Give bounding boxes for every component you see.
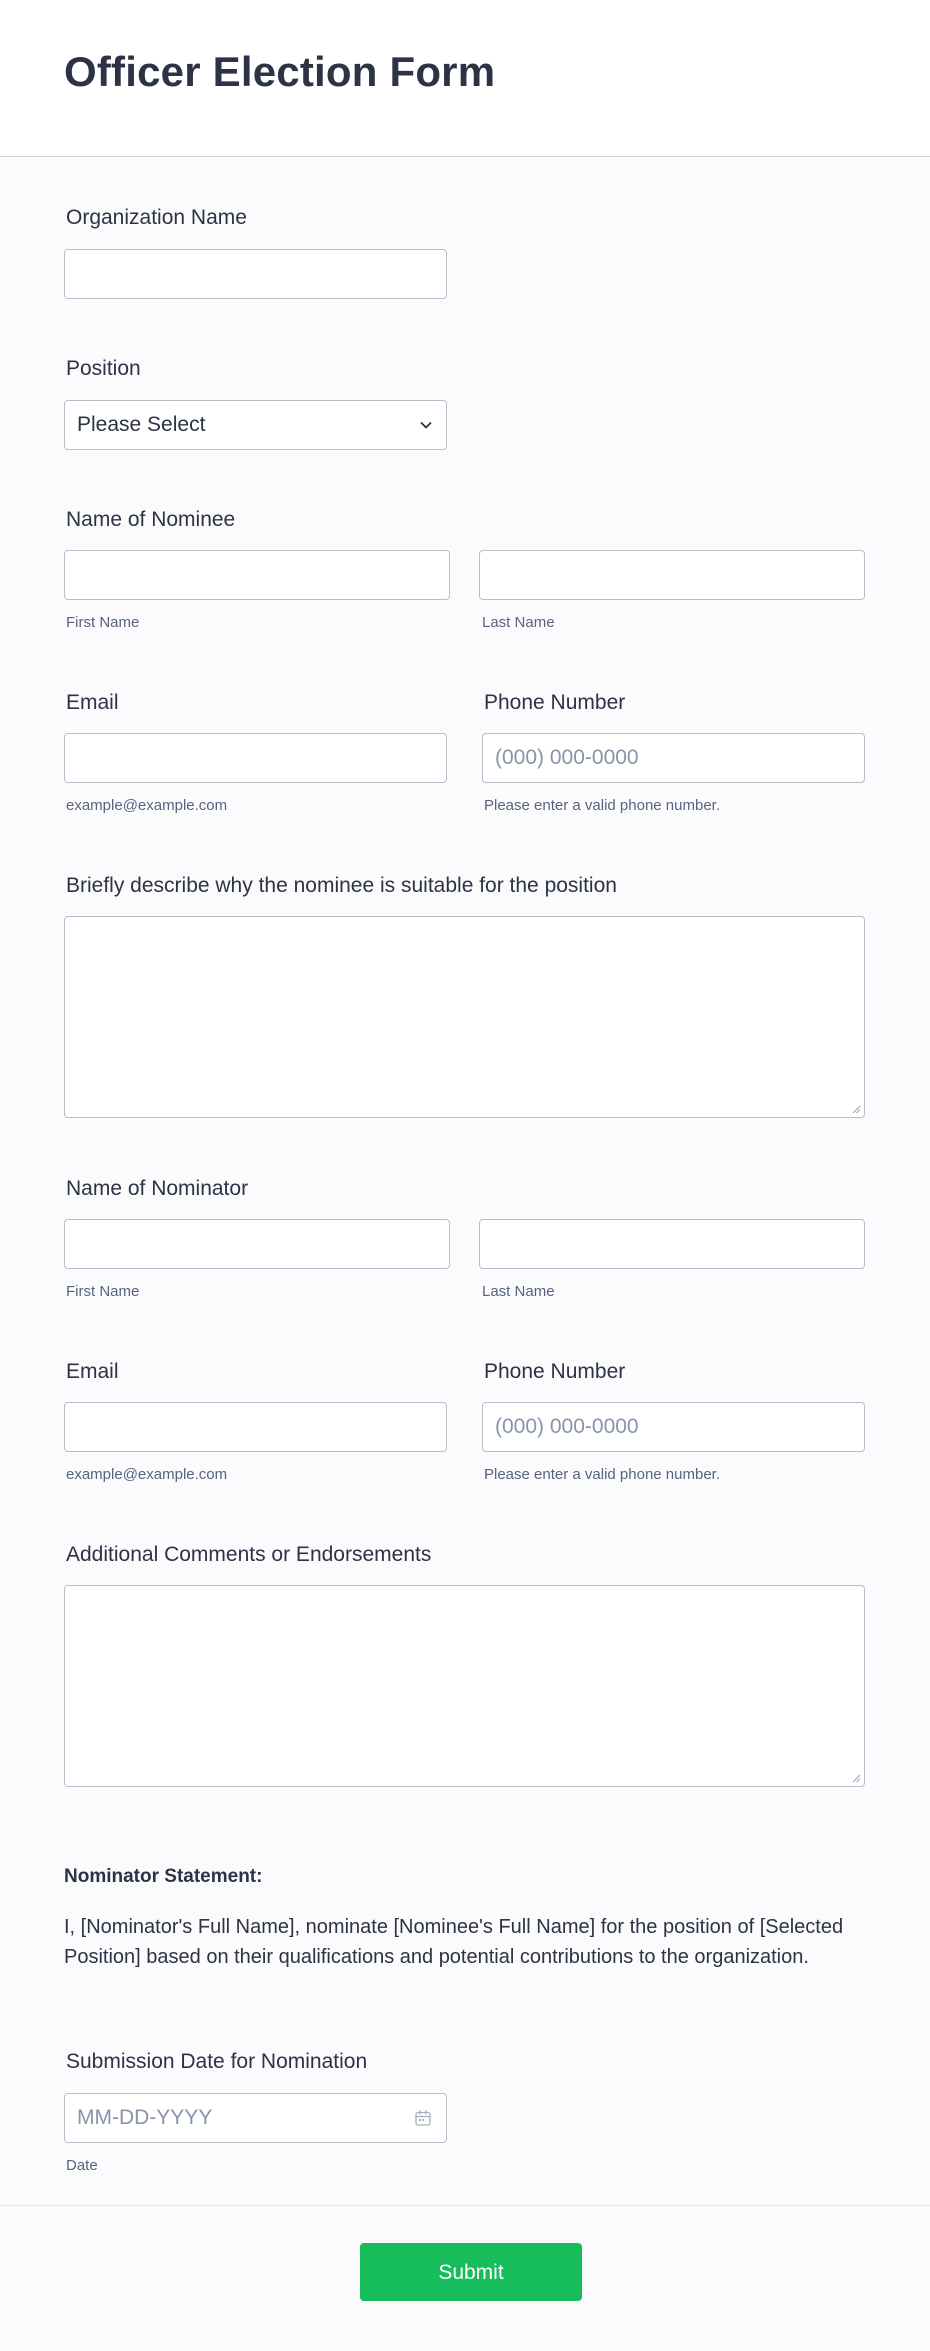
form-header xyxy=(0,0,930,157)
nominee-phone-placeholder: (000) 000-0000 xyxy=(495,746,639,769)
nominee-email-input[interactable] xyxy=(64,733,447,783)
statement-text: I, [Nominator's Full Name], nominate [Nominee's Full Name] for the position of [Selected Position] based on their qualifications and potential contributions to the organization. xyxy=(64,1916,844,1968)
footer-divider xyxy=(0,2205,930,2206)
nominee-first-name-sublabel: First Name xyxy=(66,614,140,631)
resize-grip-icon[interactable] xyxy=(851,1773,861,1783)
submission-date-placeholder: MM-DD-YYYY xyxy=(77,2106,213,2129)
nominator-phone-input[interactable] xyxy=(482,1402,865,1452)
nominee-name-label: Name of Nominee xyxy=(66,508,236,531)
nominee-first-name-input[interactable] xyxy=(64,550,450,600)
comments-label: Additional Comments or Endorsements xyxy=(66,1543,432,1566)
submission-date-input[interactable] xyxy=(64,2093,447,2143)
position-selected-value: Please Select xyxy=(77,413,206,436)
nominee-last-name-input[interactable] xyxy=(479,550,865,600)
page-title: Officer Election Form xyxy=(64,48,496,95)
nominator-last-name-sublabel: Last Name xyxy=(482,1283,555,1300)
nominator-email-sublabel: example@example.com xyxy=(66,1466,228,1483)
nominee-phone-input[interactable] xyxy=(482,733,865,783)
nominator-last-name-input[interactable] xyxy=(479,1219,865,1269)
nominee-email-sublabel: example@example.com xyxy=(66,797,228,814)
nominator-name-label: Name of Nominator xyxy=(66,1177,249,1200)
calendar-icon[interactable] xyxy=(414,2109,432,2127)
description-label: Briefly describe why the nominee is suitable for the position xyxy=(66,874,617,897)
nominee-phone-label: Phone Number xyxy=(484,691,626,714)
statement-heading: Nominator Statement: xyxy=(64,1866,263,1887)
nominator-first-name-input[interactable] xyxy=(64,1219,450,1269)
nominator-phone-placeholder: (000) 000-0000 xyxy=(495,1415,639,1438)
position-select[interactable] xyxy=(64,400,447,450)
nominator-phone-sublabel: Please enter a valid phone number. xyxy=(484,1466,720,1483)
nominator-email-label: Email xyxy=(66,1360,119,1383)
nominator-email-input[interactable] xyxy=(64,1402,447,1452)
nominee-phone-sublabel: Please enter a valid phone number. xyxy=(484,797,720,814)
nominator-phone-label: Phone Number xyxy=(484,1360,626,1383)
resize-grip-icon[interactable] xyxy=(851,1104,861,1114)
comments-textarea[interactable] xyxy=(64,1585,865,1787)
position-label: Position xyxy=(66,357,141,380)
organization-name-input[interactable] xyxy=(64,249,447,299)
nominator-first-name-sublabel: First Name xyxy=(66,1283,140,1300)
submit-button[interactable]: Submit xyxy=(360,2243,582,2301)
organization-name-label: Organization Name xyxy=(66,206,247,229)
submission-date-sublabel: Date xyxy=(66,2157,98,2174)
chevron-down-icon xyxy=(418,417,434,433)
submission-date-label: Submission Date for Nomination xyxy=(66,2050,368,2073)
nominee-last-name-sublabel: Last Name xyxy=(482,614,555,631)
nominee-email-label: Email xyxy=(66,691,119,714)
description-textarea[interactable] xyxy=(64,916,865,1118)
